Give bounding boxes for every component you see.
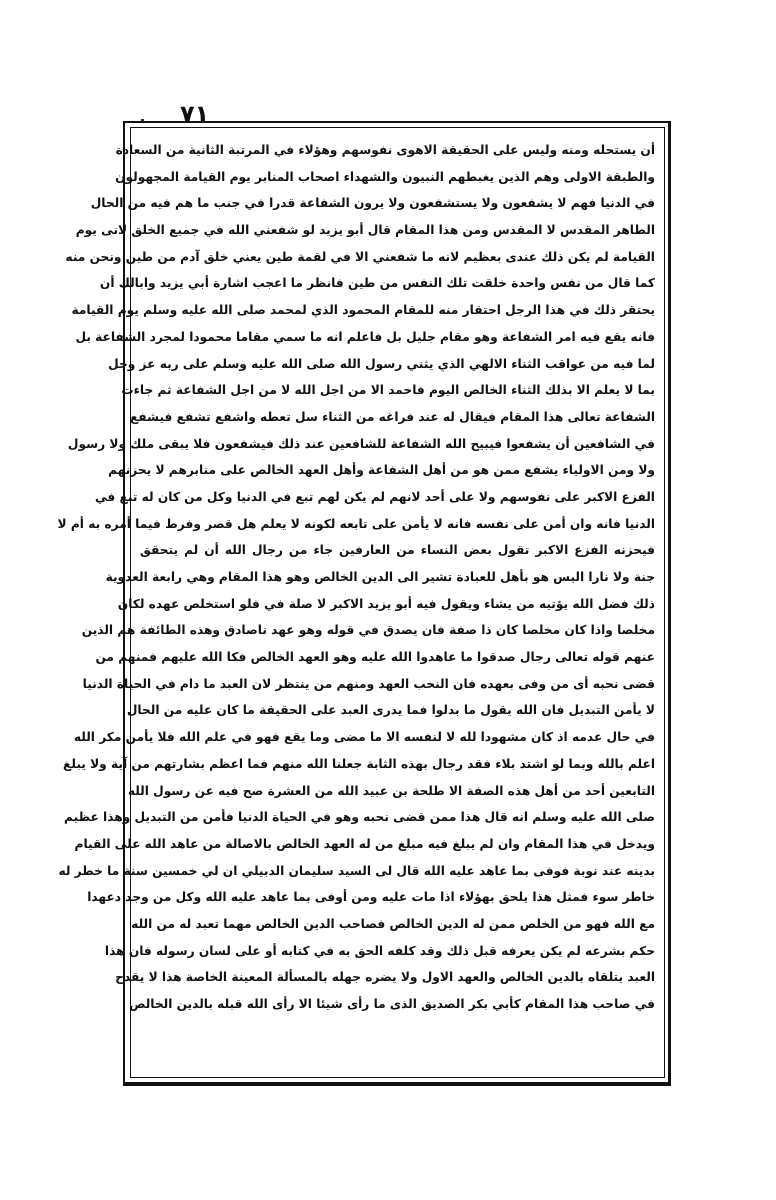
text-line: قضى نحبه أى من وفى بعهده فان النحب العهد ومنهم من ينتظر لان العبد ما دام في الحياة الدنيا [82, 676, 655, 691]
text-line: العبد يتلقاه بالدين الخالص والعهد الاول ولا يضره جهله بالمسألة المعينة الخاصة هذا لا يقدح [115, 970, 655, 985]
text-line: في حال عدمه اذ كان مشهودا لله لا لنفسه الا ما مضى وما يقع فهو في علم الله فلا يأمن مكر الله [73, 730, 655, 745]
text-line: بما لا يعلم الا بذلك الثناء الخالص اليوم فاحمد الا من اجل الله لا من اجل الشفاعة ثم جاءت [121, 383, 655, 398]
text-line: اعلم بالله وبما لو اشتد بلاء فقد رجال بهذه الثابة جعلنا الله منهم فما اعظم بشارتهم من آية ولا يبلغ [63, 756, 655, 771]
text-line: في الشافعين أن يشفعوا فيبيح الله الشفاعة للشافعين عند ذلك فيشفعون فلا يبقى ملك ولا رسول [67, 436, 655, 451]
text-line: حكم بشرعه لم يكن يعرفه قبل ذلك وقد كلفه الحق به في كتابه أو على لسان رسوله فان هذا [104, 943, 655, 958]
text-line: كما قال من نفس واحدة خلقت تلك النفس من طين فانظر ما اعجب اشارة أبي يزيد وابالك أن [99, 276, 655, 291]
text-line: مخلصا واذا كان مخلصا كان ذا صفة فان يصدق في قوله وهو عهد ناصادق وهذه الطائفة هم الذين [81, 623, 655, 638]
text-line: بدينه عند نوبة فوفى بما عاهد عليه الله قال لى السيد سليمان الدبيلي ان لي خمسين سنة ما خطر له [58, 863, 655, 878]
text-line: ولا ومن الاولياء يشفع ممن هو من أهل الشفاعة وأهل العهد الخالص على منابرهم لا يحزنهم [108, 463, 655, 478]
text-line: الدنيا فانه وان أمن على نفسه فانه لا يأمن على تابعه لكونه لا يعلم هل قصر وفرط فيما أمره به أم لا [57, 516, 655, 531]
text-line: جنة ولا نارا اليس هو بأهل للعبادة تشير الى الدين الخالص وهو هذا المقام وهي رابعة العدوية [105, 570, 655, 584]
text-line: في صاحب هذا المقام كأبي بكر الصديق الذى ما رأى شيئا الا رأى الله قبله بالدين الخالص [129, 997, 655, 1011]
text-line: الفزع الاكبر على نفوسهم ولا على أحد لانهم لم يكن لهم تبع في الدنيا وكل من كان له تبع في [94, 489, 655, 504]
text-line: صلى الله عليه وسلم انه قال هذا ممن قضى نحبه وهو في الحياة الدنيا فأمن من التبديل وهذا عظيم [64, 810, 655, 825]
text-line: فانه يقع فيه امر الشفاعة وهو مقام جليل بل فاعلم انه ما سمي مقاما محمودا لمجرد الشفاعة بل [75, 329, 655, 344]
text-line: مع الله فهو من الخلص ممن له الدين الخالص فصاحب الدين الخالص مهما تعبد له من الله [131, 916, 655, 931]
text-line: القيامة لم يكن ذلك عندى بعظيم لانه ما شفعني الا في لقمة طين يعني خلق آدم من طين ونحن منه [65, 249, 655, 264]
text-line: والطبقة الاولى وهم الذين يغبطهم النبيون والشهداء اصحاب المنابر يوم القيامة المجهولون [115, 169, 655, 184]
text-line: لا يأمن التبديل فان الله يقول ما بدلوا فما يدرى العبد على الحقيقة ما كان عليه من الحال [126, 703, 655, 718]
text-line: لما فيه من عواقب الثناء الالهي الذي يثني رسول الله صلى الله عليه وسلم على ربه عز وجل [108, 356, 655, 371]
text-line: التابعين أحد من أهل هذه الصفة الا طلحة بن عبيد الله من العشرة صح فيه عن رسول الله [127, 783, 655, 798]
text-line: فيحزنه الفزع الاكبر تقول بعض النساء من العارفين جاء من رجال الله أن لم يتحقق [140, 543, 655, 558]
text-line: عنهم قوله تعالى رجال صدقوا ما عاهدوا الله عليه وهو العهد الخالص فكا الله عليهم فمنهم من [95, 650, 655, 665]
text-line: أن يستحله ومنه وليس على الحقيقة الاهوى نفوسهم وهؤلاء في المرتبة الثانية من السعادة [115, 143, 655, 157]
text-line: الطاهر المقدس لا المقدس ومن هذا المقام قال أبو يزيد لو شفعني الله في جميع الخلق لانى يوم [75, 223, 655, 238]
text-line: الشفاعة تعالى هذا المقام فيقال له عند فراغه من الثناء سل تعطه واشفع تشفع فيشفع [129, 409, 655, 424]
page-number: ٧١ [180, 100, 210, 128]
text-block [57, 137, 655, 1075]
text-line: ويدخل في هذا المقام وان لم يبلغ فيه مبلغ من له العهد الخالص بالاصالة من عاهد الله على القيام [74, 836, 655, 851]
text-line: خاطر سوء فمثل هذا يلحق بهؤلاء اذا مات عليه ومن أوفى بما عاهد عليه الله وكل من وجد دعهدا [87, 890, 655, 905]
text-line: في الدنيا فهم لا يشفعون ولا يستشفعون ولا يرون الشفاعة قدرا في جنب ما هم فيه من الحال [90, 196, 655, 211]
text-line: يحتقر ذلك في هذا الرجل احتقار منه للمقام المحمود الذي لمحمد صلى الله عليه وسلم يوم القيامة [71, 303, 655, 318]
text-line: ذلك فضل الله يؤتيه من يشاء ويقول فيه أبو يزيد الاكبر لا صلة في فلو استخلص عهده لكان [117, 596, 655, 611]
